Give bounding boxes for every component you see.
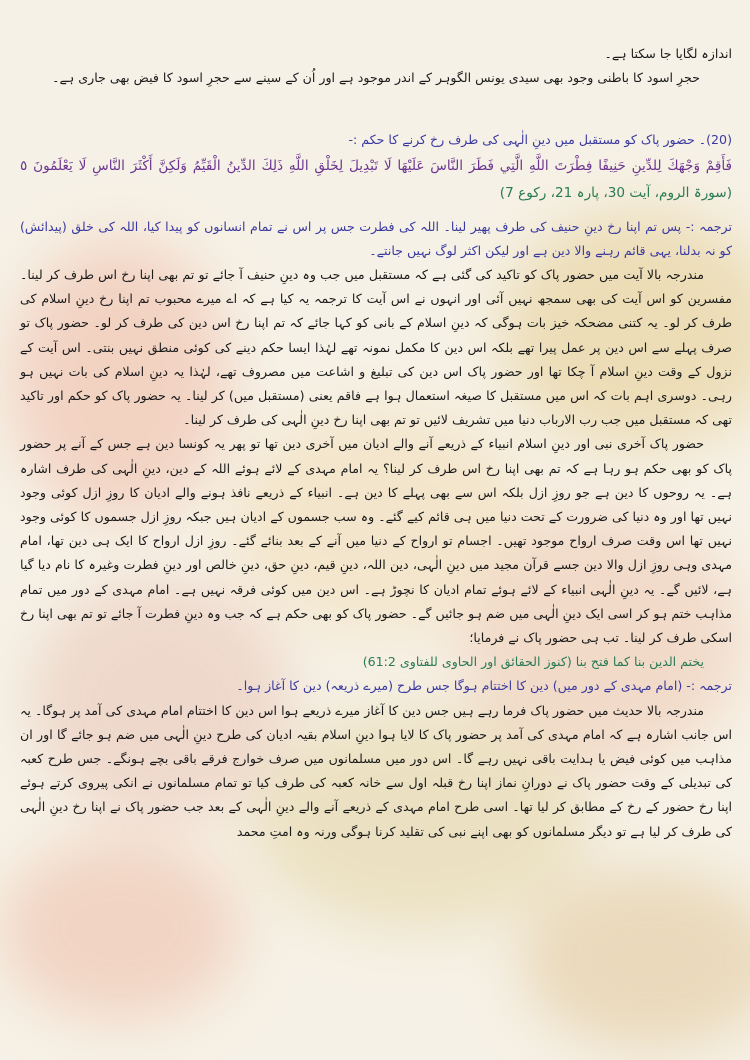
body-paragraph-1: مندرجہ بالا آیت میں حضور پاک کو تاکید کی گئی ہے کہ مستقبل میں جب وہ دینِ حنیف آ جائے تو تم بھی اپنا رخ اس طرف کر لینا۔ مفسرین کو اس آیت کی بھی سمجھ نہیں آئی اور انہوں نے اس آیت کا ترجمہ یہ کیا ہے کہ اے میرے محبوب تم اپنا رخ دینِ اسلام کی طرف کر لو۔ یہ کتنی مضحکہ خیز بات ہوگی کہ دینِ اسلام کے بانی کو کہا جائے کہ تم اپنا رخ اس دین کی طرف کر لو۔ حضور پاک تو صرف پہلے سے اس دین پر عمل پیرا تھے بلکہ اس دین کا مکمل نمونہ تھے لہٰذا ایسا حکم دینے کی کوئی منطق نہیں بنتی۔ اس آیت کے نزول کے وقت دینِ اسلام آ چکا تھا اور حضور پاک اس دین کی تبلیغ و اشاعت میں مصروف تھے، لہٰذا یہ دینِ اسلام کی بات نہیں ہو رہی۔ دوسری اہم بات کہ اس میں مستقبل کا صیغہ استعمال ہوا ہے فاقم یعنی (مستقبل میں) کر لینا۔ یہ حضور پاک کو حکم اور تاکید تھی کہ مستقبل میں جب رب الارباب دنیا میں تشریف لائیں تو تم بھی اپنا رخ دینِ الٰہی کی طرف کر لینا۔ (20, 267, 732, 428)
body-paragraph-3: مندرجہ بالا حدیث میں حضور پاک فرما رہے ہیں جس دین کا آغاز میرے ذریعے ہوا اس دین کا اختتام امام مہدی کی آمد پر ہوگا۔ یہ اس جانب اشارہ ہے کہ امام مہدی کی آمد پر حضور پاک کا لایا ہوا دینِ اسلام بقیہ ادیان کی طرح دینِ الٰہی میں ضم ہو جائے گا اور ان مذاہب میں کوئی فیض یا ہدایت باقی نہیں رہے گا۔ اس دور میں مسلمانوں میں صرف خوارج فرقے باقی بچے ہونگے۔ جس طرح کعبہ کی تبدیلی کے وقت حضور پاک نے دورانِ نماز اپنا رخ قبلہ اول سے خانہ کعبہ کی طرف کیا تو تمام مسلمانوں نے انکی پیروی کرتے ہوئے اپنا رخ حضور کے رخ کے مطابق کر لیا تھا۔ اسی طرح امام مہدی کے ذریعے آنے والے دینِ الٰہی کے بعد جب حضور پاک نے اپنا رخ دینِ الٰہی کی طرف کر لیا ہے تو دیگر مسلمانوں کو بھی اپنے نبی کی تقلید کرنا ہوگی ورنہ وہ امتِ محمد (20, 702, 732, 839)
document-page (20, 42, 732, 1052)
paragraph-black-stone: حجرِ اسود کا باطنی وجود بھی سیدی یونس الگوہر کے اندر موجود ہے اور اُن کے سینے سے حجرِ اسود کا فیض بھی جاری ہے۔ (52, 70, 700, 86)
quran-text: فَأَقِمْ وَجْهَكَ لِلدِّينِ حَنِيفًا فِطْرَتَ اللَّهِ الَّتِي فَطَرَ النَّاسَ عَلَيْهَا لَا تَبْدِيلَ لِخَلْقِ اللَّهِ ذَلِكَ الدِّينُ الْقَيِّمُ وَلَكِنَّ أَكْثَرَ النَّاسِ لَا يَعْلَمُونَ ٥ (20, 157, 732, 174)
quran-verse (20, 153, 732, 207)
body-paragraph-2: حضور پاک آخری نبی اور دینِ اسلام انبیاء کے ذریعے آنے والے ادیان میں آخری دین تھا تو پھر یہ کونسا دین ہے جس کے آنے پر حضور پاک کو بھی حکم ہو رہا ہے کہ تم بھی اپنا رخ اس طرف کر لینا؟ یہ امام مہدی کے لائے ہوئے اللہ کے دین، دینِ الٰہی کی طرف اشارہ ہے۔ یہ روحوں کا دین ہے جو روزِ ازل بلکہ اس سے بھی پہلے کا دین ہے۔ انبیاء کے ذریعے نافذ ہونے والے ادیان کا روزِ ازل کوئی وجود نہیں تھا اور وہ دنیا کی ضرورت کے تحت دنیا میں ہی قائم کیے گئے۔ وہ سب جسموں کے ادیان ہیں جبکہ روزِ ازل جسموں کا کوئی وجود نہیں تھا اس وقت صرف ارواح موجود تھیں۔ اجسام تو ارواح کے دنیا میں آنے کے بعد بنائے گئے۔ روزِ ازل ارواح کا ایک ہی دین تھا، امام مہدی وہی روزِ ازل والا دین جسے قرآن مجید میں دینِ الٰہی، دین اللہ، دینِ قیم، دینِ حق، دینِ خالص اور دینِ فطرت وغیرہ کا نام دیا گیا ہے، لائیں گے۔ یہ دینِ الٰہی انبیاء کے لائے ہوئے تمام ادیان کا نچوڑ ہے۔ اس دین میں کوئی فرقہ نہیں ہے۔ امام مہدی کے دور میں تمام مذاہب ختم ہو کر اسی ایک دینِ الٰہی میں ضم ہو جائیں گے۔ حضور پاک کو بھی حکم ہے کہ جب وہ دینِ فطرت آ جائے تو تم بھی اپنا رخ اسکی طرف کر لینا۔ تب ہی حضور پاک نے فرمایا؛ (20, 436, 732, 646)
hadith-text: يختم الدين بنا كما فتح بنا (575, 654, 704, 670)
hadith (20, 650, 732, 674)
paragraph-intro: اندازہ لگایا جا سکتا ہے۔ (604, 46, 732, 61)
section-heading: (20)۔ حضور پاک کو مستقبل میں دینِ الٰہی کی طرف رخ کرنے کا حکم :- (348, 132, 732, 148)
translation-2: ترجمہ :- (امام مہدی کے دور میں) دین کا اختتام ہوگا جس طرح (میرے ذریعہ) دین کا آغاز ہوا۔ (236, 678, 732, 694)
translation-1: ترجمہ :- پس تم اپنا رخ دینِ حنیف کی طرف پھیر لینا۔ اللہ کی فطرت جس پر اس نے تمام انسانوں کو پیدا کیا، اللہ کی خلق (پیدائش) کو نہ بدلنا، یہی قائم رہنے والا دین ہے اور لیکن اکثر لوگ نہیں جانتے۔ (20, 218, 732, 258)
hadith-reference: (کنوز الحقائق اور الحاوی للفتاوی 61:2) (362, 654, 572, 670)
quran-reference: (سورۃ الروم، آیت 30، پارہ 21، رکوع 7) (499, 184, 732, 201)
